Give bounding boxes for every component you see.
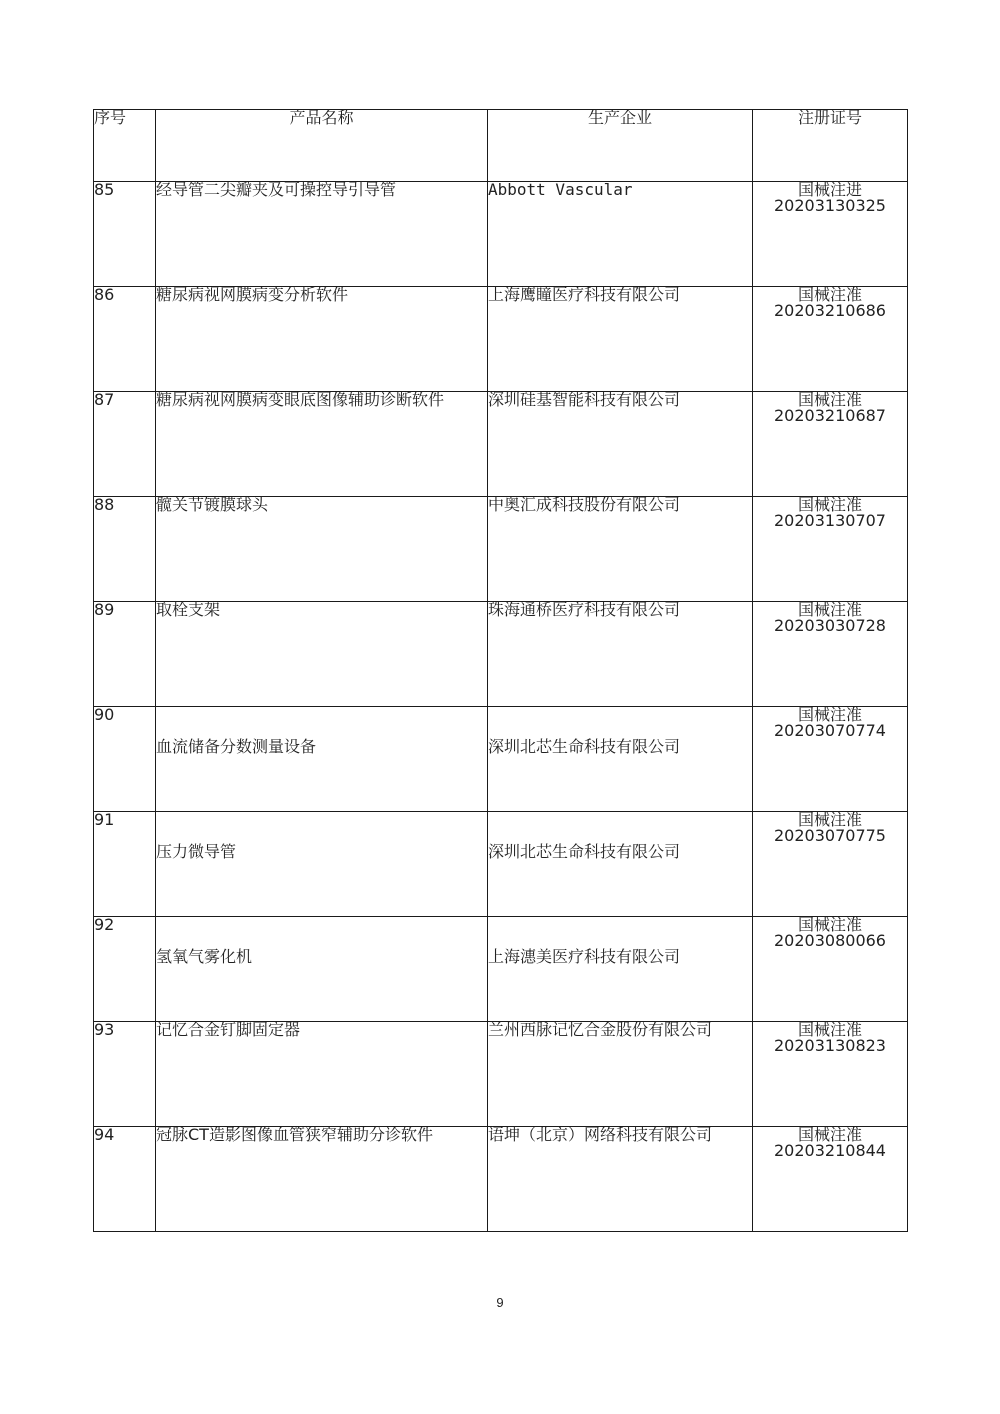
reg-number: 20203130325 <box>774 196 886 215</box>
table-row <box>94 392 908 497</box>
row-seq: 86 <box>94 287 156 392</box>
row-company: 中奥汇成科技股份有限公司 <box>488 497 753 602</box>
header-company: 生产企业 <box>488 110 753 182</box>
row-product-name: 血流储备分数测量设备 <box>156 707 488 812</box>
page-number: 9 <box>496 1295 504 1310</box>
reg-number: 20203210686 <box>774 301 886 320</box>
reg-type: 国械注准 <box>797 810 862 829</box>
reg-number: 20203030728 <box>774 616 886 635</box>
reg-number: 20203070775 <box>774 826 886 845</box>
reg-type: 国械注准 <box>797 600 862 619</box>
row-seq: 89 <box>94 602 156 707</box>
table-row <box>94 602 908 707</box>
row-seq: 90 <box>94 707 156 812</box>
row-company: 深圳北芯生命科技有限公司 <box>488 707 753 812</box>
reg-number: 20203080066 <box>774 931 886 950</box>
table-header-row <box>94 110 908 182</box>
row-product-name: 记忆合金钉脚固定器 <box>156 1022 488 1127</box>
row-seq: 93 <box>94 1022 156 1127</box>
row-reg-no <box>753 392 908 497</box>
reg-number: 20203130707 <box>774 511 886 530</box>
row-seq: 85 <box>94 182 156 287</box>
row-reg-no <box>753 287 908 392</box>
row-seq: 88 <box>94 497 156 602</box>
header-reg-no: 注册证号 <box>753 110 908 182</box>
row-reg-no <box>753 812 908 917</box>
reg-type: 国械注准 <box>797 1125 862 1144</box>
reg-number: 20203070774 <box>774 721 886 740</box>
row-reg-no <box>753 602 908 707</box>
row-company: 珠海通桥医疗科技有限公司 <box>488 602 753 707</box>
row-company <box>488 182 753 287</box>
reg-type: 国械注准 <box>797 1020 862 1039</box>
row-reg-no <box>753 497 908 602</box>
reg-number: 20203210844 <box>774 1141 886 1160</box>
reg-type: 国械注进 <box>797 180 862 199</box>
row-company: 深圳硅基智能科技有限公司 <box>488 392 753 497</box>
header-seq: 序号 <box>94 110 156 182</box>
row-reg-no <box>753 1127 908 1232</box>
row-company: 上海鹰瞳医疗科技有限公司 <box>488 287 753 392</box>
table-row <box>94 1127 908 1232</box>
table-row <box>94 917 908 1022</box>
row-company: 深圳北芯生命科技有限公司 <box>488 812 753 917</box>
reg-number: 20203130823 <box>774 1036 886 1055</box>
reg-type: 国械注准 <box>797 705 862 724</box>
table-row <box>94 812 908 917</box>
table-row <box>94 1022 908 1127</box>
row-reg-no <box>753 1022 908 1127</box>
row-reg-no <box>753 707 908 812</box>
row-company: 语坤（北京）网络科技有限公司 <box>488 1127 753 1232</box>
row-product-name: 压力微导管 <box>156 812 488 917</box>
row-product-name: 糖尿病视网膜病变眼底图像辅助诊断软件 <box>156 392 488 497</box>
row-seq: 94 <box>94 1127 156 1232</box>
row-company-text: Abbott Vascular <box>488 180 633 199</box>
row-company: 兰州西脉记忆合金股份有限公司 <box>488 1022 753 1127</box>
table-row <box>94 707 908 812</box>
row-product-name: 氢氧气雾化机 <box>156 917 488 1022</box>
row-reg-no <box>753 917 908 1022</box>
header-product-name: 产品名称 <box>156 110 488 182</box>
row-product-name: 冠脉CT造影图像血管狭窄辅助分诊软件 <box>156 1127 488 1232</box>
row-product-name: 糖尿病视网膜病变分析软件 <box>156 287 488 392</box>
table-row <box>94 497 908 602</box>
table-row <box>94 182 908 287</box>
row-seq: 92 <box>94 917 156 1022</box>
table-row <box>94 287 908 392</box>
row-product-name: 取栓支架 <box>156 602 488 707</box>
row-reg-no <box>753 182 908 287</box>
row-company: 上海潓美医疗科技有限公司 <box>488 917 753 1022</box>
row-product-name: 髋关节镀膜球头 <box>156 497 488 602</box>
row-seq: 87 <box>94 392 156 497</box>
reg-type: 国械注准 <box>797 495 862 514</box>
row-product-name: 经导管二尖瓣夹及可操控导引导管 <box>156 182 488 287</box>
reg-type: 国械注准 <box>797 390 862 409</box>
reg-number: 20203210687 <box>774 406 886 425</box>
row-seq: 91 <box>94 812 156 917</box>
reg-type: 国械注准 <box>797 915 862 934</box>
registration-table <box>93 109 908 1232</box>
reg-type: 国械注准 <box>797 285 862 304</box>
